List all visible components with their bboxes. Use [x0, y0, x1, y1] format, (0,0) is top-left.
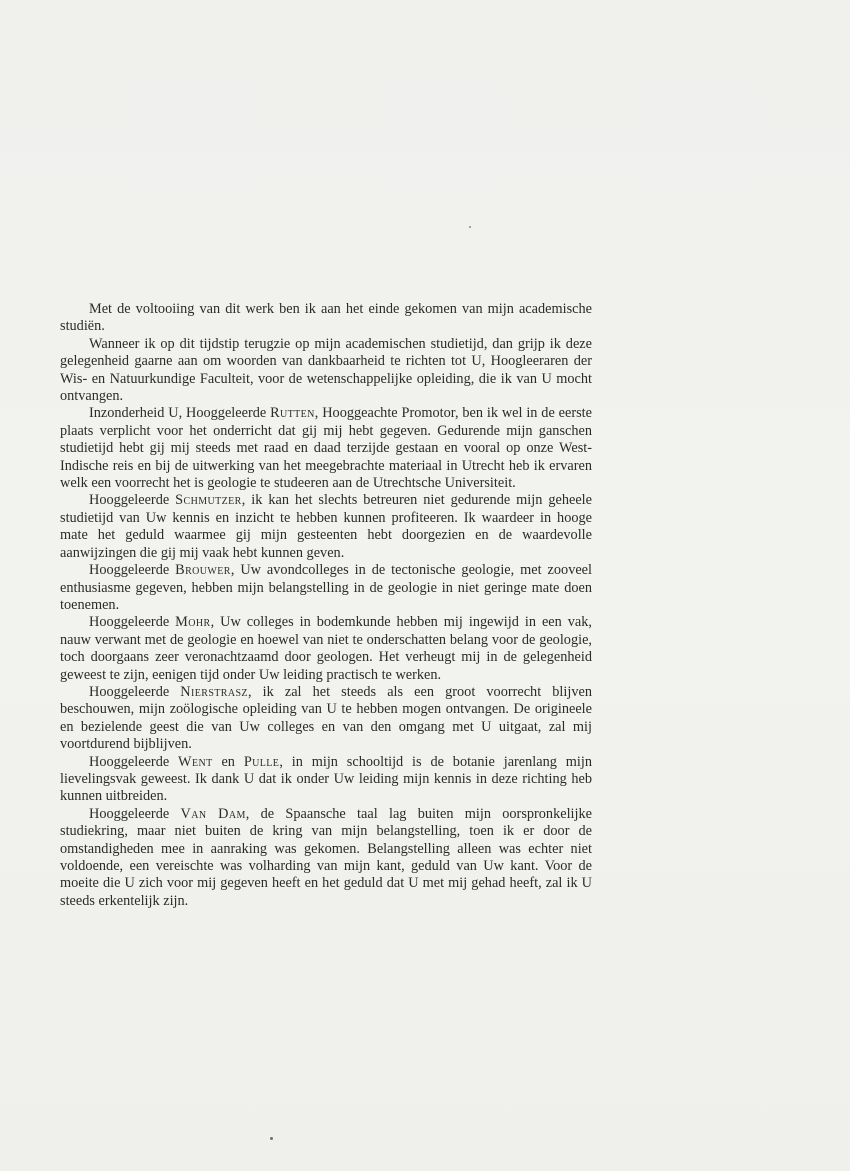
professor-name: Schmutzer	[175, 492, 242, 509]
paragraph-text: Hooggeleerde	[89, 614, 176, 631]
professor-name: Rutten	[270, 405, 315, 422]
paragraph	[60, 562, 592, 614]
paragraph	[60, 336, 592, 406]
paragraph-text: Inzonderheid U, Hooggeleerde	[89, 405, 271, 422]
paragraph-text: , de Spaansche taal lag buiten mijn oorspronkelijke studiekring, maar niet buiten de kring van mijn belangstelling, toen ik er door de omstandigheden mee in aanraking was gekomen. Belangstelling alleen was echter niet voldoende, een vereischte was volharding van mijn kant, geduld van Uw kant. Voor de moeite die U zich voor mij gegeven heeft en het geduld dat U met mij gehad heeft, zal ik U steeds erkentelijk zijn.	[60, 805, 592, 909]
paragraph-text: , ik zal het steeds als een groot voorrecht blijven beschouwen, mijn zoölogische opleiding van U te hebben mogen ontvangen. De origineele en bezielende geest die van Uw colleges en van den omgang met U uitgaat, zal mij voortdurend bijblijven.	[60, 683, 592, 753]
paragraph-text: Hooggeleerde	[89, 562, 176, 579]
paragraph	[60, 806, 592, 910]
paragraph-text: , Uw avondcolleges in de tectonische geologie, met zooveel enthusiasme gegeven, hebben mijn belangstelling in de geologie in niet geringe mate doen toenemen.	[60, 562, 593, 613]
paragraph-text: , Uw colleges in bodemkunde hebben mij ingewijd in een vak, nauw verwant met de geologie en hoewel van niet te onderschatten belang voor de geologie, toch doorgaans zeer veronachtzaamd door geologen. Het verheugt mij in de gelegenheid geweest te zijn, eenigen tijd onder Uw leiding practisch te werken.	[60, 614, 592, 683]
paragraph-text: , in mijn schooltijd is de botanie jarenlang mijn lievelingsvak geweest. Ik dank U dat ik onder Uw leiding mijn kennis in deze richting heb kunnen uitbreiden.	[60, 753, 592, 805]
paragraph-text: Met de voltooiing van dit werk ben ik aan het einde gekomen van mijn academische studiën.	[60, 301, 592, 335]
paragraph-text: , ik kan het slechts betreuren niet gedurende mijn geheele studietijd van Uw kennis en inzicht te hebben kunnen profiteeren. Ik waardeer in hooge mate het geduld waarmee gij mijn gesteenten hebt doorgezien en de waardevolle aanwijzingen die gij mij vaak hebt kunnen geven.	[60, 492, 592, 561]
professor-name: Nierstrasz	[180, 683, 248, 700]
professor-name: Van Dam	[180, 805, 246, 822]
professor-name: Mohr	[175, 614, 211, 631]
paragraph	[60, 754, 592, 806]
paragraph-text: , Hooggeachte Promotor, ben ik wel in de eerste plaats verplicht voor het onderricht dat gij mij hebt gegeven. Gedurende mijn ganschen studietijd hebt gij mij steeds met raad en daad terzijde gestaan en vooral op onze West-Indische reis en bij de uitwerking van het meegebrachte materiaal in Utrecht heb ik ervaren welk een voorrecht het is geologie te studeeren aan de Utrechtsche Universiteit.	[60, 405, 592, 492]
professor-name: Brouwer	[175, 562, 231, 579]
paragraph-text: Hooggeleerde	[89, 805, 181, 822]
paragraph	[60, 614, 592, 684]
page-mark	[270, 1137, 273, 1140]
paragraph	[60, 405, 592, 492]
paragraph-text: Hooggeleerde	[89, 683, 181, 700]
professor-name: Pulle	[243, 753, 280, 770]
paragraph-text: Hooggeleerde	[89, 753, 179, 770]
paragraph	[60, 684, 592, 754]
paragraph	[60, 492, 592, 562]
professor-name: Went	[178, 753, 213, 770]
paragraph-text: en	[212, 753, 244, 770]
paragraph	[60, 301, 592, 336]
acknowledgements-text	[60, 301, 592, 910]
paragraph-text: Hooggeleerde	[89, 492, 176, 509]
paper-speck	[469, 226, 471, 228]
paragraph-text: Wanneer ik op dit tijdstip terugzie op mijn academischen studietijd, dan grijp ik deze gelegenheid gaarne aan om woorden van dankbaarheid te richten tot U, Hoogleeraren der Wis- en Natuurkundige Faculteit, voor de wetenschappelijke opleiding, die ik van U mocht ontvangen.	[60, 335, 592, 405]
